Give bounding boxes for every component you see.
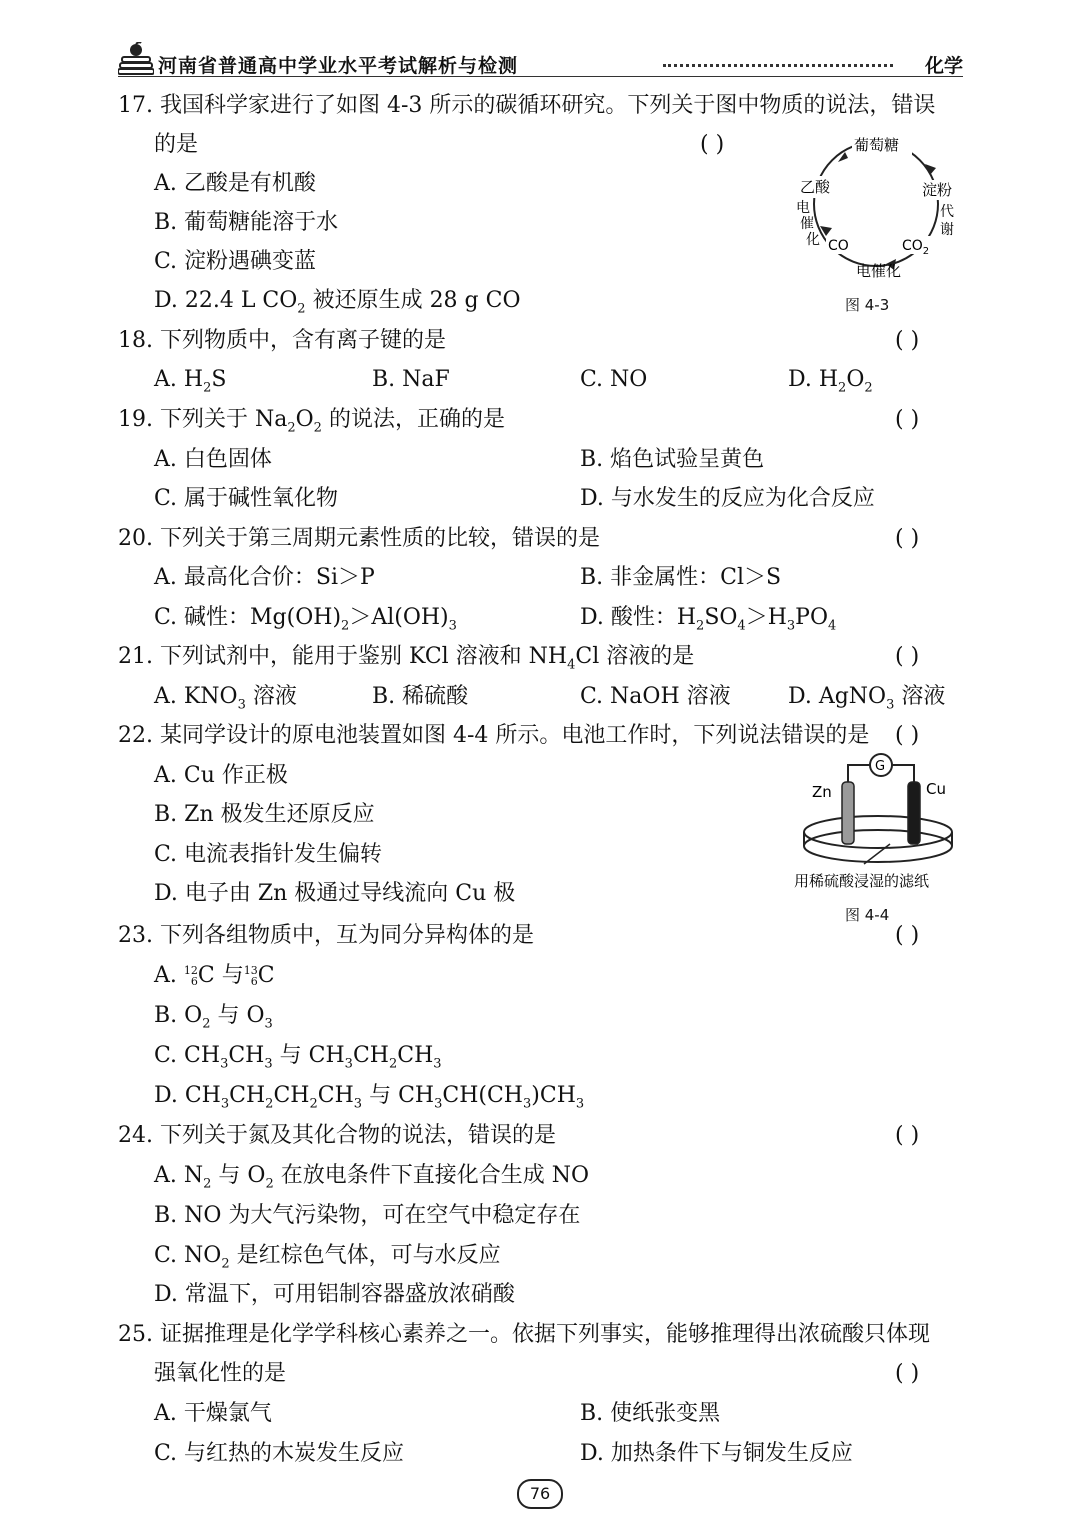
q20-option-a: A. 最高化合价：Si＞P (154, 565, 375, 590)
cu-label: Cu (926, 780, 946, 798)
q24-option-c: C. $NO_2$ 是红棕色气体，可与水反应 (154, 1243, 501, 1272)
q18-answer-paren: ( ) (895, 328, 920, 353)
q19-option-c: C. 属于碱性氧化物 (154, 486, 339, 511)
label-elec-3: 化 (806, 232, 820, 248)
q20-stem: 20. 下列关于第三周期元素性质的比较，错误的是 (118, 526, 600, 551)
q19-option-d: D. 与水发生的反应为化合反应 (580, 486, 875, 511)
q23-option-a: A. 12 6 C 与 13 6 C (154, 963, 275, 988)
label-co2: $CO_2$ (902, 238, 930, 257)
q25-stem-line1: 25. 证据推理是化学学科核心素养之一。依据下列事实，能够推理得出浓硫酸只体现 (118, 1322, 930, 1347)
q25-option-d: D. 加热条件下与铜发生反应 (580, 1441, 853, 1466)
q22-option-b: B. Zn 极发生还原反应 (154, 802, 375, 827)
zn-electrode (842, 782, 854, 844)
q21-option-a: A. $KNO_3$ 溶液 (154, 684, 297, 713)
page-header (118, 42, 963, 80)
q18-option-d: D. $H_2O_2$ (788, 367, 873, 396)
label-electrocatalysis: 电催化 (856, 262, 902, 280)
galvanometer-label: G (875, 759, 886, 774)
q25-option-c: C. 与红热的木炭发生反应 (154, 1441, 405, 1466)
zn-label: Zn (812, 783, 832, 801)
figure-4-3-carbon-cycle (790, 128, 970, 288)
label-glucose: 葡萄糖 (854, 136, 900, 154)
q19-option-b: B. 焰色试验呈黄色 (580, 447, 765, 472)
q21-option-b: B. 稀硫酸 (372, 684, 469, 709)
figure-4-4-caption: 图 4-4 (845, 906, 890, 924)
q17-stem-line1: 17. 我国科学家进行了如图 4-3 所示的碳循环研究。下列关于图中物质的说法，错误 (118, 93, 936, 118)
figure-4-3-caption: 图 4-3 (845, 296, 890, 314)
q22-option-c: C. 电流表指针发生偏转 (154, 842, 383, 867)
q22-answer-paren: ( ) (895, 723, 920, 748)
header-dot-leader (663, 64, 893, 67)
q17-option-c: C. 淀粉遇碘变蓝 (154, 249, 317, 274)
header-subject: 化学 (924, 55, 963, 77)
label-starch: 淀粉 (922, 181, 953, 199)
header-title: 河南省普通高中学业水平考试解析与检测 (158, 55, 519, 77)
q24-option-a: A. $N_2$ 与 $O_2$ 在放电条件下直接化合生成 NO (154, 1163, 589, 1192)
label-elec-2: 催 (800, 216, 814, 232)
label-acetic-acid: 乙酸 (800, 178, 831, 196)
q24-stem: 24. 下列关于氮及其化合物的说法，错误的是 (118, 1123, 556, 1148)
q18-option-c: C. NO (580, 367, 648, 392)
q19-stem: 19. 下列关于 $Na_2O_2$ 的说法，正确的是 (118, 407, 505, 436)
q22-option-a: A. Cu 作正极 (154, 763, 288, 788)
q19-answer-paren: ( ) (895, 407, 920, 432)
q20-answer-paren: ( ) (895, 526, 920, 551)
q21-option-d: D. AgNO$_3$ 溶液 (788, 684, 946, 713)
q20-option-c: C. 碱性：$Mg(OH)_2>Al(OH)_3$ (154, 605, 457, 634)
q18-stem: 18. 下列物质中，含有离子键的是 (118, 328, 446, 353)
q21-stem: 21. 下列试剂中，能用于鉴别 KCl 溶液和 $NH_4Cl$ 溶液的是 (118, 644, 695, 673)
q23-option-b: B. $O_2$ 与 $O_3$ (154, 1003, 273, 1032)
q17-answer-paren: ( ) (700, 132, 725, 157)
q22-option-d: D. 电子由 Zn 极通过导线流向 Cu 极 (154, 881, 516, 906)
stacked-books-apple-icon (118, 42, 154, 76)
q17-option-d: D. 22.4 L $CO_2$ 被还原生成 28 g CO (154, 288, 521, 317)
q20-option-b: B. 非金属性：Cl＞S (580, 565, 782, 590)
q25-answer-paren: ( ) (895, 1361, 920, 1386)
q25-option-b: B. 使纸张变黑 (580, 1401, 721, 1426)
q17-stem-line2: 的是 (154, 132, 199, 157)
page-number: 76 (517, 1479, 563, 1509)
q21-answer-paren: ( ) (895, 644, 920, 669)
header-rule (118, 76, 963, 77)
figure-4-4-galvanic-cell (790, 752, 970, 892)
q25-stem-line2: 强氧化性的是 (154, 1361, 287, 1386)
label-metabolism-2: 谢 (940, 222, 954, 238)
q25-option-a: A. 干燥氯气 (154, 1401, 272, 1426)
filter-paper-label: 用稀硫酸浸湿的滤纸 (794, 872, 930, 890)
q23-stem: 23. 下列各组物质中，互为同分异构体的是 (118, 923, 534, 948)
label-elec-1: 电 (796, 200, 810, 216)
q21-option-c: C. NaOH 溶液 (580, 684, 731, 709)
q20-option-d: D. 酸性：$H_2SO_4>H_3PO_4$ (580, 605, 837, 634)
q17-option-a: A. 乙酸是有机酸 (154, 171, 316, 196)
q24-option-b: B. NO 为大气污染物，可在空气中稳定存在 (154, 1203, 581, 1228)
q24-answer-paren: ( ) (895, 1123, 920, 1148)
q23-option-d: D. $CH_3CH_2CH_2CH_3$ 与 $CH_3CH(CH_3)CH_3$ (154, 1083, 585, 1112)
q23-answer-paren: ( ) (895, 923, 920, 948)
q17-option-b: B. 葡萄糖能溶于水 (154, 210, 339, 235)
cu-electrode (908, 782, 920, 844)
q18-option-a: A. $H_2S$ (154, 367, 227, 396)
q18-option-b: B. NaF (372, 367, 450, 392)
q19-option-a: A. 白色固体 (154, 447, 272, 472)
q24-option-d: D. 常温下，可用铝制容器盛放浓硝酸 (154, 1282, 515, 1307)
q22-stem: 22. 某同学设计的原电池装置如图 4-4 所示。电池工作时，下列说法错误的是 (118, 723, 870, 748)
label-metabolism-1: 代 (940, 204, 954, 220)
q23-option-c: C. $CH_3CH_3$ 与 $CH_3CH_2CH_3$ (154, 1043, 442, 1072)
label-co: CO (828, 238, 849, 254)
